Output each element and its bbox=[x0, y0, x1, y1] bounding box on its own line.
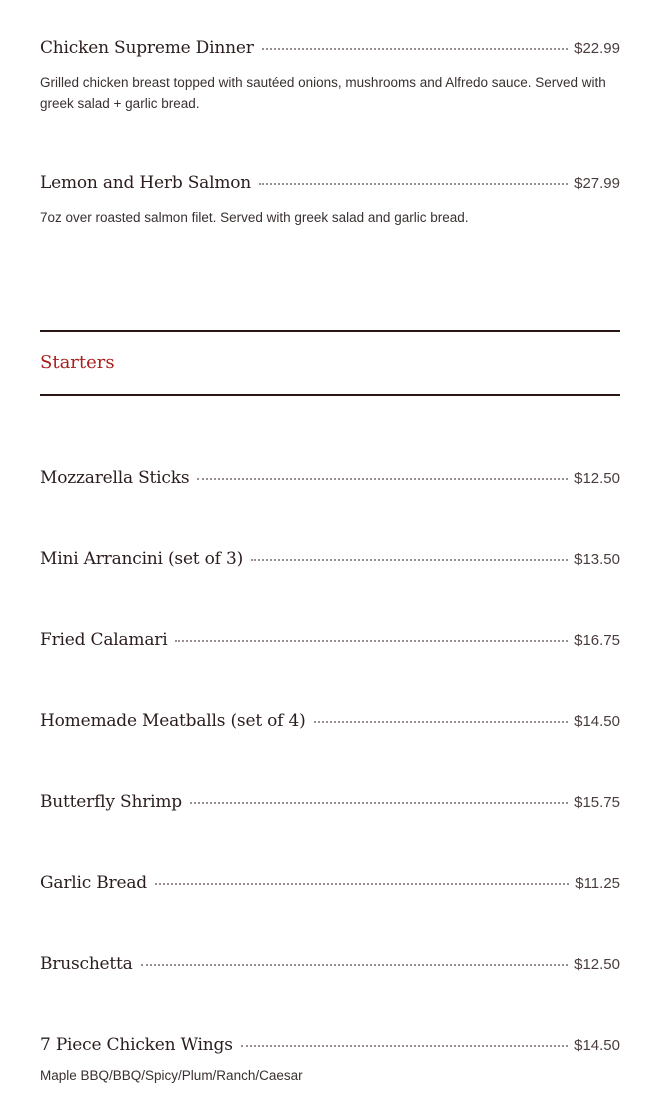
dot-leader bbox=[155, 883, 569, 885]
menu-item-row bbox=[40, 792, 620, 812]
menu-item-price: $22.99 bbox=[574, 40, 620, 57]
menu-item-price: $12.50 bbox=[574, 470, 620, 487]
menu-item-description: Maple BBQ/BBQ/Spicy/Plum/Ranch/Caesar bbox=[40, 1068, 303, 1083]
menu-item-price: $14.50 bbox=[574, 713, 620, 730]
menu-item-price: $15.75 bbox=[574, 794, 620, 811]
menu-item-name: Chicken Supreme Dinner bbox=[40, 38, 254, 58]
menu-item-row bbox=[40, 38, 620, 58]
dot-leader bbox=[251, 559, 568, 561]
menu-item-description: 7oz over roasted salmon filet. Served with greek salad and garlic bread. bbox=[40, 210, 469, 225]
menu-item-price: $16.75 bbox=[574, 632, 620, 649]
menu-item-row bbox=[40, 873, 620, 893]
menu-item-name: Mini Arrancini (set of 3) bbox=[40, 549, 244, 569]
menu-item-name: Fried Calamari bbox=[40, 630, 168, 650]
dot-leader bbox=[197, 478, 568, 480]
menu-item-row bbox=[40, 173, 620, 193]
menu-item-name: Garlic Bread bbox=[40, 873, 147, 893]
menu-item-name: Butterfly Shrimp bbox=[40, 792, 182, 812]
menu-item bbox=[40, 173, 620, 228]
menu-item-row bbox=[40, 630, 620, 650]
menu-item-price: $27.99 bbox=[574, 175, 620, 192]
dot-leader bbox=[175, 640, 568, 642]
menu-item-description: Grilled chicken breast topped with sautéed onions, mushrooms and Alfredo sauce. Served with greek salad + garlic bread. bbox=[40, 75, 606, 111]
section-divider-top bbox=[40, 330, 620, 332]
menu-item bbox=[40, 549, 620, 569]
section-divider-bottom bbox=[40, 394, 620, 396]
menu-item bbox=[40, 792, 620, 812]
menu-item-price: $12.50 bbox=[574, 956, 620, 973]
menu-item bbox=[40, 630, 620, 650]
menu-item-price: $13.50 bbox=[574, 551, 620, 568]
dot-leader bbox=[190, 802, 568, 804]
dot-leader bbox=[141, 964, 568, 966]
menu-item bbox=[40, 38, 620, 114]
menu-item-price: $14.50 bbox=[574, 1037, 620, 1054]
menu-item-name: Bruschetta bbox=[40, 954, 133, 974]
menu-item bbox=[40, 1035, 620, 1086]
menu-item bbox=[40, 954, 620, 974]
menu-item-row bbox=[40, 549, 620, 569]
menu-item-row bbox=[40, 468, 620, 488]
menu-item-name: Mozzarella Sticks bbox=[40, 468, 190, 488]
menu-item-name: Homemade Meatballs (set of 4) bbox=[40, 711, 306, 731]
menu-item-price: $11.25 bbox=[575, 875, 620, 892]
menu-item bbox=[40, 468, 620, 488]
dot-leader bbox=[262, 48, 568, 50]
section-title: Starters bbox=[40, 352, 115, 373]
menu-item-name: 7 Piece Chicken Wings bbox=[40, 1035, 233, 1055]
dot-leader bbox=[259, 183, 568, 185]
menu-item-row bbox=[40, 1035, 620, 1055]
menu-item-name: Lemon and Herb Salmon bbox=[40, 173, 252, 193]
menu-item bbox=[40, 711, 620, 731]
dot-leader bbox=[314, 721, 569, 723]
dot-leader bbox=[241, 1045, 568, 1047]
menu-item bbox=[40, 873, 620, 893]
menu-item-row bbox=[40, 711, 620, 731]
menu-item-row bbox=[40, 954, 620, 974]
